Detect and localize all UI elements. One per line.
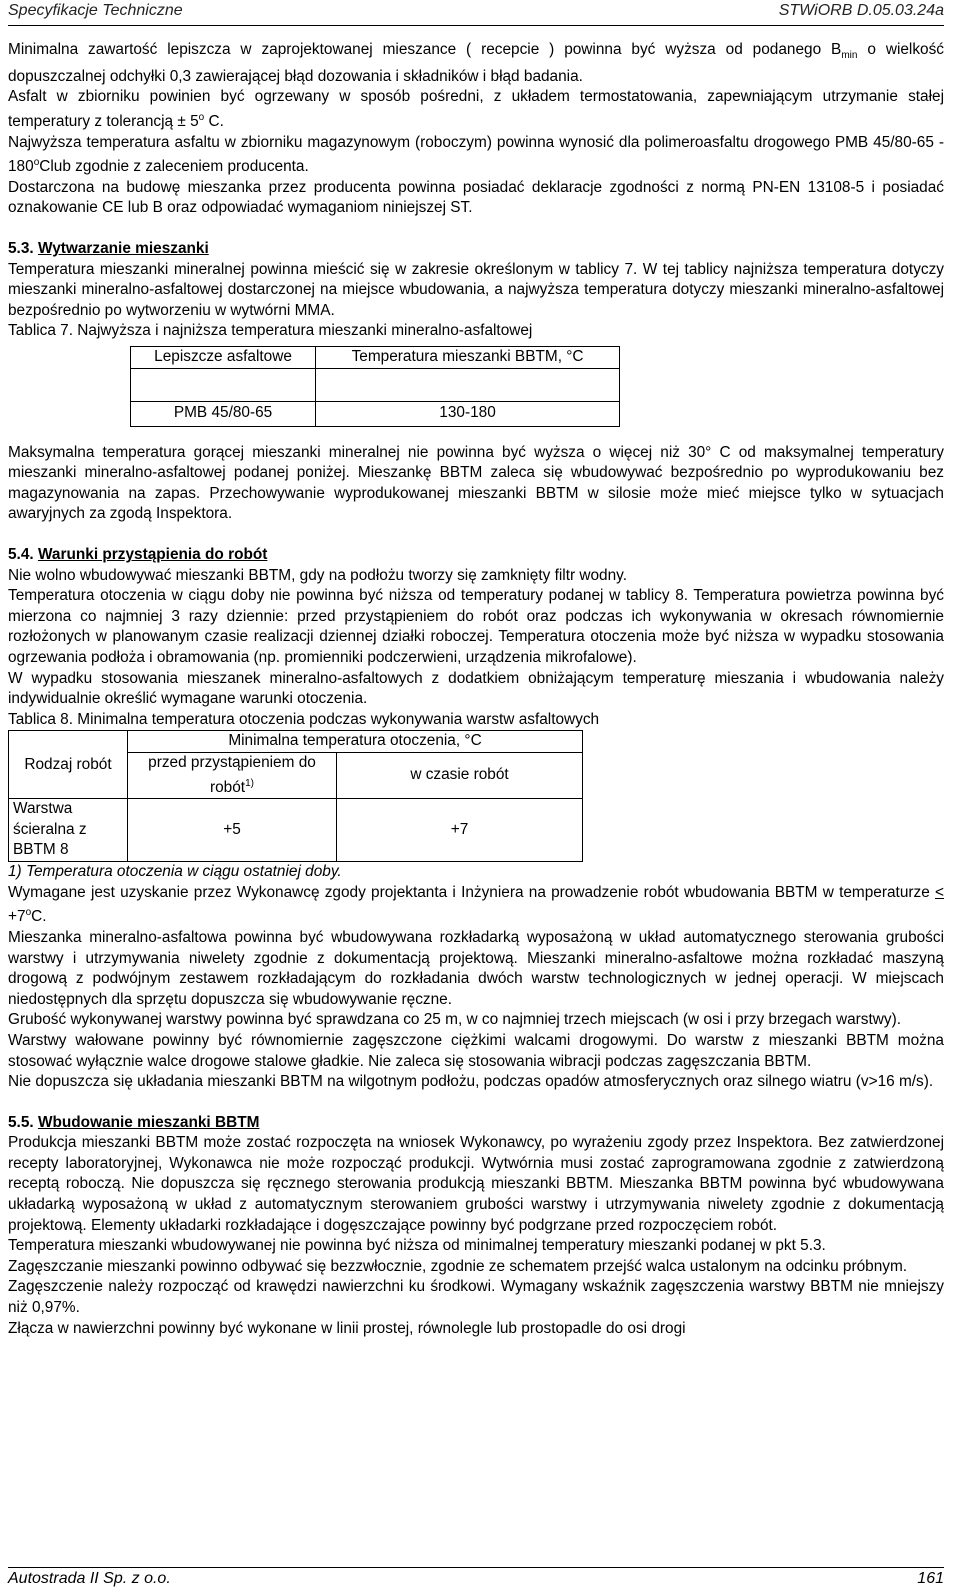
paragraph: Nie wolno wbudowywać mieszanki BBTM, gdy na podłożu tworzy się zamknięty filtr wodny. bbox=[8, 566, 628, 584]
paragraph: Nie dopuszcza się układania mieszanki BBTM na wilgotnym podłożu, podczas opadów atmosferycznych oraz silnego wiatru (v>16 m/s). bbox=[8, 1073, 934, 1091]
paragraph: W wypadku stosowania mieszanek mineralno-asfaltowych z dodatkiem obniżającym temperaturę mieszania i wbudowania należy indywidualnie określić wymagane warunki otoczenia. bbox=[8, 669, 944, 708]
table-header: przed przystąpieniem do robót$^{1)}$ bbox=[128, 752, 337, 798]
paragraph: Złącza w nawierzchni powinny być wykonane w linii prostej, równolegle lub prostopadle do osi drogi bbox=[8, 1319, 686, 1337]
table-cell: 130-180 bbox=[316, 401, 620, 426]
paragraph: Temperatura otoczenia w ciągu doby nie powinna być niższa od temperatury podanej w tablicy 8. Temperatura powietrza powinna być mierzona co najmniej 3 razy dziennie: przed przystąpieniem do robót oraz podczas ich wykonywania w okresach równomiernie rozłożonych w planowanym czasie realizacji dziennej działki roboczej. Temperatura otoczenia może być niższa w wypadku stosowania ogrzewania podłoża i obramowania (np. promienniki podczerwieni, urządzenia mikrofalowe). bbox=[8, 587, 944, 666]
table-header: Temperatura mieszanki BBTM, °C bbox=[316, 347, 620, 369]
table-8-footnote: 1) Temperatura otoczenia w ciągu ostatniej doby. bbox=[8, 863, 342, 881]
paragraph: Maksymalna temperatura gorącej mieszanki mineralnej nie powinna być wyższa o więcej niż 30° C od maksymalnej temperatury mieszanki mineralno-asfaltowej podanej poniżej. Mieszankę BBTM zaleca się wbudowywać bezpośrednio po wyprodukowaniu bez magazynowania na zapas. Przechowywanie wyprodukowanej mieszanki BBTM w silosie może mieć miejsce tylko w sytuacjach awaryjnych za zgodą Inspektora. bbox=[8, 443, 944, 523]
table-cell: +5 bbox=[128, 799, 337, 862]
table-8 bbox=[8, 730, 583, 862]
section-heading-5-5: 5.5. Wbudowanie mieszanki BBTM bbox=[8, 1113, 260, 1131]
table-header: w czasie robót bbox=[337, 752, 583, 798]
section-heading-5-3: 5.3. Wytwarzanie mieszanki bbox=[8, 240, 209, 258]
document-body bbox=[8, 26, 944, 1339]
table-7 bbox=[130, 346, 620, 427]
header-left: Specyfikacje Techniczne bbox=[8, 2, 183, 19]
table-cell bbox=[131, 368, 316, 401]
paragraph: Minimalna zawartość lepiszcza w zaprojektowanej mieszance ( recepcie ) powinna być wyższa od podanego $B_{min}$ o wielkość dopuszczalnej odchyłki 0,3 zawierającej błąd dozowania i składników i błąd badania. bbox=[8, 41, 944, 85]
document-page bbox=[8, 0, 944, 1339]
table-header: Lepiszcze asfaltowe bbox=[131, 347, 316, 369]
paragraph: Zagęszczanie mieszanki powinno odbywać się bezzwłocznie, zgodnie ze schematem przejść walca ustalonym na odcinku próbnym. bbox=[8, 1257, 908, 1275]
paragraph: Grubość wykonywanej warstwy powinna być sprawdzana co 25 m, w co najmniej trzech miejscach (w osi i przy brzegach warstwy). bbox=[8, 1011, 901, 1029]
table-cell: +7 bbox=[337, 799, 583, 862]
paragraph: Produkcja mieszanki BBTM może zostać rozpoczęta na wniosek Wykonawcy, po wyrażeniu zgody przez Inspektora. Bez zatwierdzonej recepty laboratoryjnej, Wykonawca nie może rozpocząć produkcji. Wytwórnia musi zostać zaprogramowana zgodnie z zatwierdzoną receptą roboczą. Nie dopuszcza się ręcznego sterowania produkcją mieszanki BBTM. Mieszanka BBTM powinna być wbudowywana układarką wyposażoną w układ z automatycznym sterowaniem grubości warstwy i utrzymywania niwelety zgodnie z dokumentacją projektową. Elementy układarki rozkładające i dogęszczające powinny być podgrzane przed rozpoczęciem robót. bbox=[8, 1134, 944, 1234]
paragraph: Warstwy wałowane powinny być równomiernie zagęszczone ciężkimi walcami drogowymi. Do warstw z mieszanki BBTM można stosować wyłącznie walce drogowe stalowe gładkie. Nie zaleca się stosowania wibracji podczas zagęszczania BBTM. bbox=[8, 1031, 944, 1070]
table-header: Rodzaj robót bbox=[9, 731, 128, 799]
page-footer bbox=[8, 1567, 944, 1587]
paragraph: Wymagane jest uzyskanie przez Wykonawcę zgody projektanta i Inżyniera na prowadzenie robót wbudowania BBTM w temperaturze < $+7^oC$. bbox=[8, 883, 944, 926]
section-heading-5-4: 5.4. Warunki przystąpienia do robót bbox=[8, 546, 268, 564]
header-right: STWiORB D.05.03.24a bbox=[778, 2, 944, 19]
table-cell: Warstwa ścieralna z BBTM 8 bbox=[9, 799, 128, 862]
table-7-caption: Tablica 7. Najwyższa i najniższa temperatura mieszanki mineralno-asfaltowej bbox=[8, 322, 533, 340]
paragraph: Temperatura mieszanki mineralnej powinna mieścić się w zakresie określonym w tablicy 7. W tej tablicy najniższa temperatura dotyczy mieszanki mineralno-asfaltowej dostarczonej na miejsce wbudowania, a najwyższa temperatura dotyczy mieszanki mineralno-asfaltowej bezpośrednio po wytworzeniu w wytwórni MMA. bbox=[8, 260, 944, 319]
page-header bbox=[8, 0, 944, 26]
table-8-caption: Tablica 8. Minimalna temperatura otoczenia podczas wykonywania warstw asfaltowych bbox=[8, 710, 600, 728]
footer-left: Autostrada II Sp. z o.o. bbox=[8, 1570, 171, 1587]
table-cell bbox=[316, 368, 620, 401]
page-number: 161 bbox=[917, 1570, 944, 1587]
paragraph: Mieszanka mineralno-asfaltowa powinna być wbudowywana rozkładarką wyposażoną w układ automatycznego sterowania grubości warstwy i utrzymywania niwelety zgodnie z dokumentacją projektową. Mieszanki mineralno-asfaltowe można rozkładać maszyną drogową z podwójnym zestawem rozkładającym do rozkładania dwóch warstw technologicznych w jednej operacji. W miejscach niedostępnych dla sprzętu dopuszcza się wbudowywanie ręczne. bbox=[8, 928, 944, 1008]
table-cell: PMB 45/80-65 bbox=[131, 401, 316, 426]
paragraph: Najwyższa temperatura asfaltu w zbiorniku magazynowym (roboczym) powinna wynosić dla polimeroasfaltu drogowego PMB 45/80-65 - 180$^o$Club zgodnie z zaleceniem producenta. bbox=[8, 133, 944, 176]
paragraph: Dostarczona na budowę mieszanka przez producenta powinna posiadać deklaracje zgodności z normą PN-EN 13108-5 i posiadać oznakowanie CE lub B oraz odpowiadać wymaganiom niniejszej ST. bbox=[8, 178, 944, 217]
table-header: Minimalna temperatura otoczenia, °C bbox=[128, 731, 583, 753]
paragraph: Asfalt w zbiorniku powinien być ogrzewany w sposób pośredni, z układem termostatowania, zapewniającym utrzymanie stałej temperatury z tolerancją ± $5^o$ C. bbox=[8, 88, 944, 130]
paragraph: Temperatura mieszanki wbudowywanej nie powinna być niższa od minimalnej temperatury mieszanki podanej w pkt 5.3. bbox=[8, 1237, 826, 1255]
paragraph: Zagęszczenie należy rozpocząć od krawędzi nawierzchni ku środkowi. Wymagany wskaźnik zagęszczenia warstwy BBTM nie mniejszy niż 0,97%. bbox=[8, 1278, 944, 1317]
